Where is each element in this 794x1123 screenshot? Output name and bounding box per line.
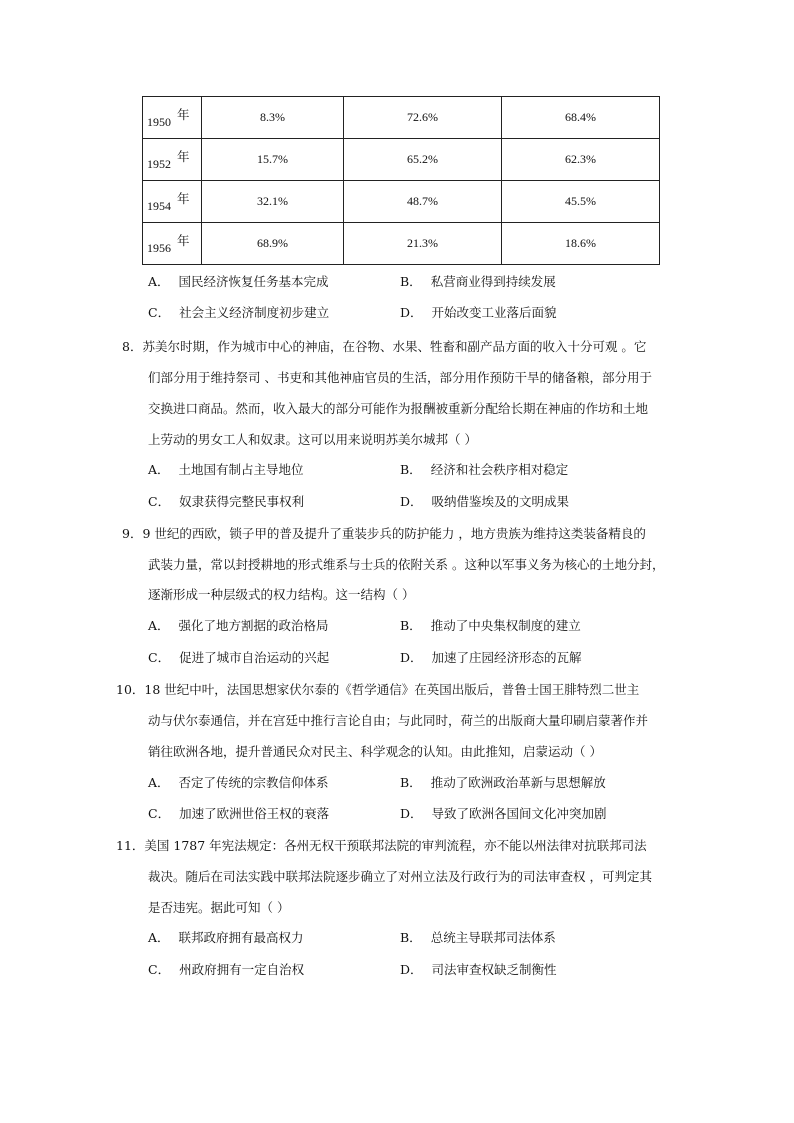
table-cell: 68.4% bbox=[502, 97, 660, 139]
q11-option-d[interactable]: D． 司法审查权缺乏制衡性 bbox=[400, 962, 557, 977]
q9-stem-line-2: 武装力量，常以封授耕地的形式维系与士兵的依附关系 。这种以军事义务为核心的土地分封， bbox=[148, 557, 665, 572]
q9-option-b[interactable]: B． 推动了中央集权制度的建立 bbox=[400, 618, 581, 633]
table-cell: 15.7% bbox=[202, 139, 344, 181]
q8-stem-line-2: 们部分用于维持祭司 、书吏和其他神庙官员的生活，部分用作预防干旱的储备粮，部分用于 bbox=[148, 370, 652, 385]
q9-stem-line-3: 逐渐形成一种层级式的权力结构。这一结构（ ） bbox=[148, 587, 415, 602]
q10-option-a[interactable]: A． 否定了传统的宗教信仰体系 bbox=[148, 775, 329, 790]
q11-stem-line-2: 裁决。随后在司法实践中联邦法院逐步确立了对州立法及行政行为的司法审查权 ，可判定其 bbox=[148, 869, 652, 884]
year-cell: 1956 年 bbox=[143, 223, 202, 265]
q10-option-c[interactable]: C． 加速了欧洲世俗王权的衰落 bbox=[148, 806, 330, 821]
q7-option-c[interactable]: C． 社会主义经济制度初步建立 bbox=[148, 305, 330, 320]
q8-option-a[interactable]: A． 土地国有制占主导地位 bbox=[148, 462, 304, 477]
q7-option-d[interactable]: D． 开始改变工业落后面貌 bbox=[400, 305, 557, 320]
q8-option-c[interactable]: C． 奴隶获得完整民事权利 bbox=[148, 494, 305, 509]
q7-option-b[interactable]: B． 私营商业得到持续发展 bbox=[400, 274, 556, 289]
q9-option-d[interactable]: D． 加速了庄园经济形态的瓦解 bbox=[400, 650, 582, 665]
q9-option-a[interactable]: A． 强化了地方割据的政治格局 bbox=[148, 618, 329, 633]
table-cell: 32.1% bbox=[202, 181, 344, 223]
data-table bbox=[142, 96, 660, 265]
q10-stem-line-3: 销往欧洲各地，提升普通民众对民主、科学观念的认知。由此推知，启蒙运动（ ） bbox=[148, 744, 602, 759]
table-cell: 62.3% bbox=[502, 139, 660, 181]
q8-option-d[interactable]: D． 吸纳借鉴埃及的文明成果 bbox=[400, 494, 570, 509]
q8-stem-line-1: 8．苏美尔时期，作为城市中心的神庙，在谷物、水果、牲畜和副产品方面的收入十分可观 。它 bbox=[122, 339, 647, 354]
table-row bbox=[143, 223, 660, 265]
q10-stem-line-2: 动与伏尔泰通信，并在宫廷中推行言论自由；与此同时，荷兰的出版商大量印刷启蒙著作并 bbox=[148, 713, 649, 728]
table-row bbox=[143, 181, 660, 223]
table-row bbox=[143, 97, 660, 139]
year-cell: 1950 年 bbox=[143, 97, 202, 139]
table-cell: 68.9% bbox=[202, 223, 344, 265]
year-cell: 1954 年 bbox=[143, 181, 202, 223]
table-cell: 45.5% bbox=[502, 181, 660, 223]
q8-stem-line-4: 上劳动的男女工人和奴隶。这可以用来说明苏美尔城邦（ ） bbox=[148, 432, 477, 447]
year-cell: 1952 年 bbox=[143, 139, 202, 181]
table-cell: 21.3% bbox=[344, 223, 502, 265]
table-cell: 72.6% bbox=[344, 97, 502, 139]
q9-stem-line-1: 9．9 世纪的西欧，锁子甲的普及提升了重装步兵的防护能力 ，地方贵族为维持这类装备精良的 bbox=[122, 526, 646, 541]
q11-option-c[interactable]: C． 州政府拥有一定自治权 bbox=[148, 962, 305, 977]
q9-option-c[interactable]: C． 促进了城市自治运动的兴起 bbox=[148, 650, 330, 665]
table-cell: 18.6% bbox=[502, 223, 660, 265]
q10-stem-line-1: 10．18 世纪中叶，法国思想家伏尔泰的《哲学通信》在英国出版后，普鲁士国王腓特烈二世主 bbox=[116, 682, 640, 697]
q10-option-d[interactable]: D． 导致了欧洲各国间文化冲突加剧 bbox=[400, 806, 607, 821]
table-row bbox=[143, 139, 660, 181]
q8-option-b[interactable]: B． 经济和社会秩序相对稳定 bbox=[400, 462, 569, 477]
table-cell: 48.7% bbox=[344, 181, 502, 223]
q11-option-a[interactable]: A． 联邦政府拥有最高权力 bbox=[148, 930, 304, 945]
table-cell: 65.2% bbox=[344, 139, 502, 181]
q10-option-b[interactable]: B． 推动了欧洲政治革新与思想解放 bbox=[400, 775, 606, 790]
table-cell: 8.3% bbox=[202, 97, 344, 139]
q11-stem-line-3: 是否违宪。据此可知（ ） bbox=[148, 900, 290, 915]
q7-option-a[interactable]: A． 国民经济恢复任务基本完成 bbox=[148, 274, 329, 289]
q11-stem-line-1: 11．美国 1787 年宪法规定：各州无权干预联邦法院的审判流程，亦不能以州法律对抗联邦司法 bbox=[116, 838, 647, 853]
q8-stem-line-3: 交换进口商品。然而，收入最大的部分可能作为报酬被重新分配给长期在神庙的作坊和土地 bbox=[148, 401, 649, 416]
q11-option-b[interactable]: B． 总统主导联邦司法体系 bbox=[400, 930, 556, 945]
